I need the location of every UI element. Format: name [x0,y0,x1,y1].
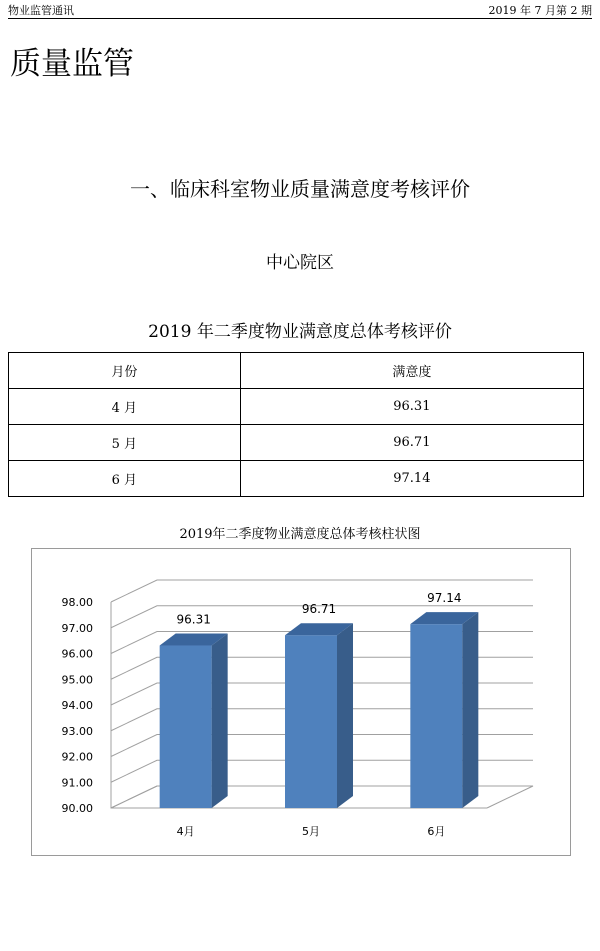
table-header-row [9,353,584,389]
bar-side [337,623,353,808]
y-tick-label: 93.00 [61,724,93,738]
bar [410,624,462,808]
satisfaction-cell: 96.31 [240,389,583,425]
page-title: 质量监管 [10,46,134,82]
y-tick-label: 97.00 [61,621,93,635]
issue-date: 2019 年 7 月第 2 期 [488,4,592,17]
month-cell: 6 月 [9,461,241,497]
y-tick-label: 94.00 [61,699,93,712]
section-title: 一、临床科室物业质量满意度考核评价 [130,177,470,201]
bar-side [462,612,478,808]
table-title: 2019 年二季度物业满意度总体考核评价 [148,322,452,342]
bar-chart-svg [32,549,570,855]
data-label: 97.14 [427,591,462,606]
data-label: 96.71 [301,602,337,617]
gridline [111,580,533,602]
satisfaction-table [8,352,584,497]
y-tick-label: 92.00 [61,750,93,764]
table-row [9,389,584,425]
y-tick-label: 98.00 [61,596,93,609]
y-tick-label: 95.00 [61,673,93,687]
month-cell: 4 月 [9,389,241,425]
data-label: 96.31 [176,612,211,627]
month-cell: 5 月 [9,425,241,461]
bar-chart [31,548,571,856]
y-tick-label: 91.00 [61,776,93,790]
x-tick-label: 5月 [302,825,320,838]
page-header [8,0,592,19]
newsletter-name: 物业监管通讯 [8,4,74,17]
x-tick-label: 6月 [427,825,446,838]
x-tick-label: 4月 [176,825,195,838]
y-tick-label: 90.00 [61,802,93,815]
column-header-satisfaction: 满意度 [240,353,583,389]
bar [160,646,212,808]
bar-side [212,634,228,808]
subsection-title: 中心院区 [266,253,334,273]
column-header-month: 月份 [9,353,241,389]
table-row [9,461,584,497]
chart-title: 2019年二季度物业满意度总体考核柱状图 [179,527,421,542]
bar [285,635,337,808]
satisfaction-cell: 96.71 [240,425,583,461]
satisfaction-cell: 97.14 [240,461,583,497]
table-row [9,425,584,461]
y-tick-label: 96.00 [61,647,93,661]
